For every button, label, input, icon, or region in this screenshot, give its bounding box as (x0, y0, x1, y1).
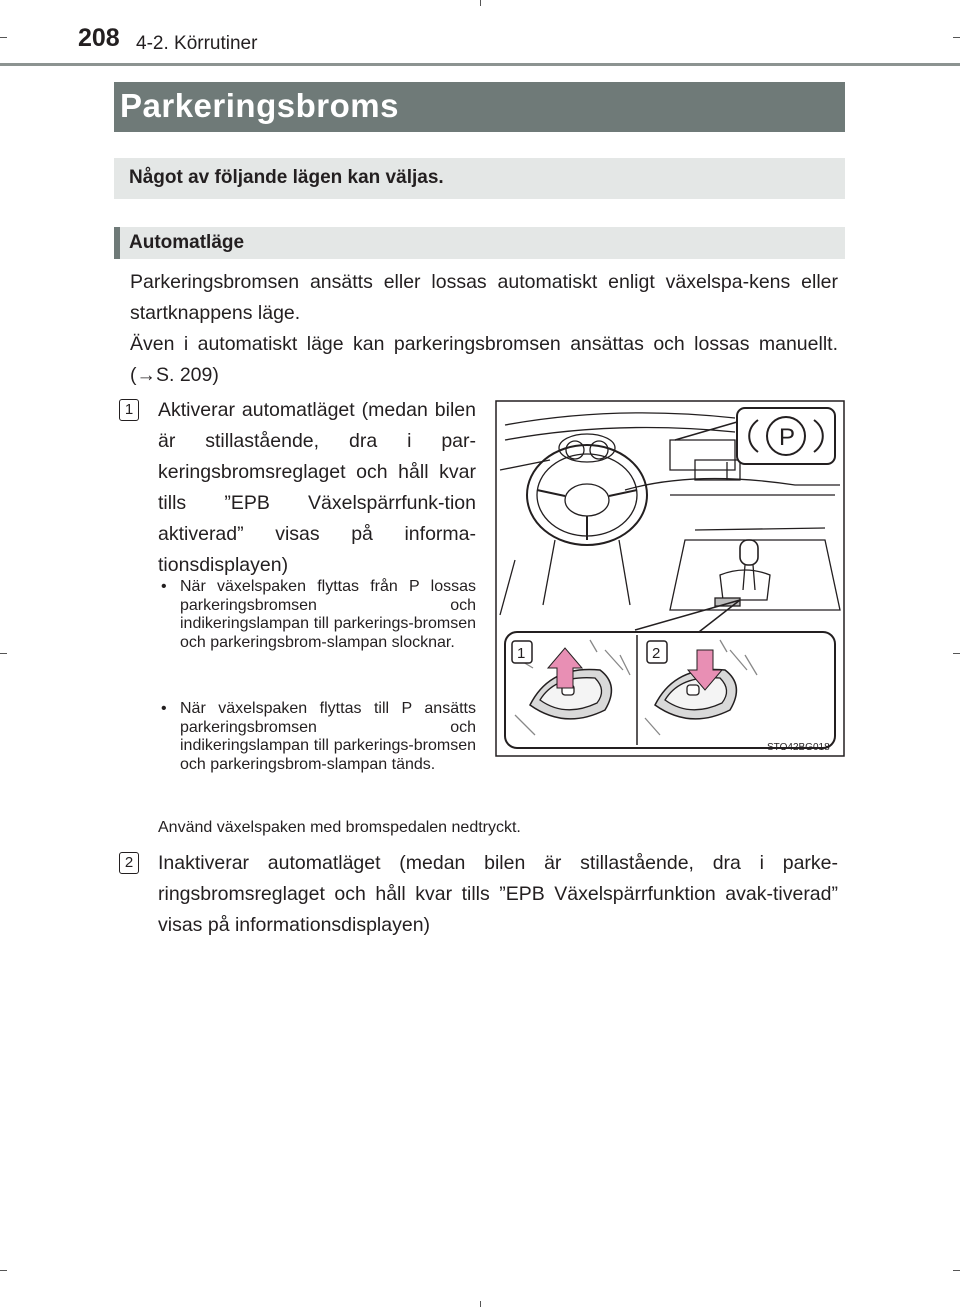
step-1-number: 1 (119, 399, 139, 421)
callout-2-label: 2 (652, 645, 661, 662)
crop-mark (953, 37, 960, 38)
bullet-item (158, 700, 476, 774)
section-title: Parkeringsbroms (120, 87, 399, 124)
step-2-number: 2 (119, 852, 139, 874)
crop-mark (0, 653, 7, 654)
callout-1-label: 1 (517, 645, 526, 662)
step-2-text: Inaktiverar automatläget (medan bilen är stillastående, dra i parke-ringsbromsreglaget och håll kvar tills ”EPB Växelspärrfunktion avak-tiverad” visas på informationsdisplayen) (158, 852, 838, 936)
crop-mark (0, 37, 7, 38)
page-number: 208 (78, 24, 120, 52)
figure-code: STO42BG018 (767, 742, 830, 753)
bullet-icon: • (161, 578, 167, 595)
bullet-icon: • (161, 700, 167, 717)
p-indicator-letter: P (779, 424, 796, 451)
crop-mark (953, 653, 960, 654)
subsection-title: Automatläge (129, 232, 245, 253)
chapter-title: 4-2. Körrutiner (136, 33, 258, 54)
intro-text: Något av följande lägen kan väljas. (129, 167, 444, 188)
crop-mark (480, 0, 481, 6)
subsection-marker (114, 227, 120, 259)
step-1-text: Aktiverar automatläget (medan bilen är stillastående, dra i par-keringsbromsreglaget och håll kvar tills ”EPB Växelspärrfunk-tion aktiverad” visas på informa-tionsdisplayen) (158, 399, 476, 576)
step-1-note: Använd växelspaken med bromspedalen nedtryckt. (158, 819, 521, 836)
paragraph-1: Parkeringsbromsen ansätts eller lossas automatiskt enligt växelspa-kens eller startknappens läge. (130, 271, 838, 324)
bullet-text: När växelspaken flyttas från P lossas parkeringsbromsen och indikeringslampan till parkerings-bromsen och parkeringsbrom-slampan slocknar. (180, 578, 476, 651)
bullet-item (158, 578, 476, 652)
parking-brake-illustration (495, 400, 845, 757)
crop-mark (0, 1270, 7, 1271)
crop-mark (480, 1301, 481, 1307)
bullet-text: När växelspaken flyttas till P ansätts parkeringsbromsen och indikeringslampan till parkerings-bromsen och parkeringsbrom-slampan tänds. (180, 700, 476, 773)
crop-mark (953, 1270, 960, 1271)
paragraph-2: Även i automatiskt läge kan parkeringsbromsen ansättas och lossas manuellt. (→S. 209) (130, 333, 838, 386)
header-rule (0, 63, 960, 66)
